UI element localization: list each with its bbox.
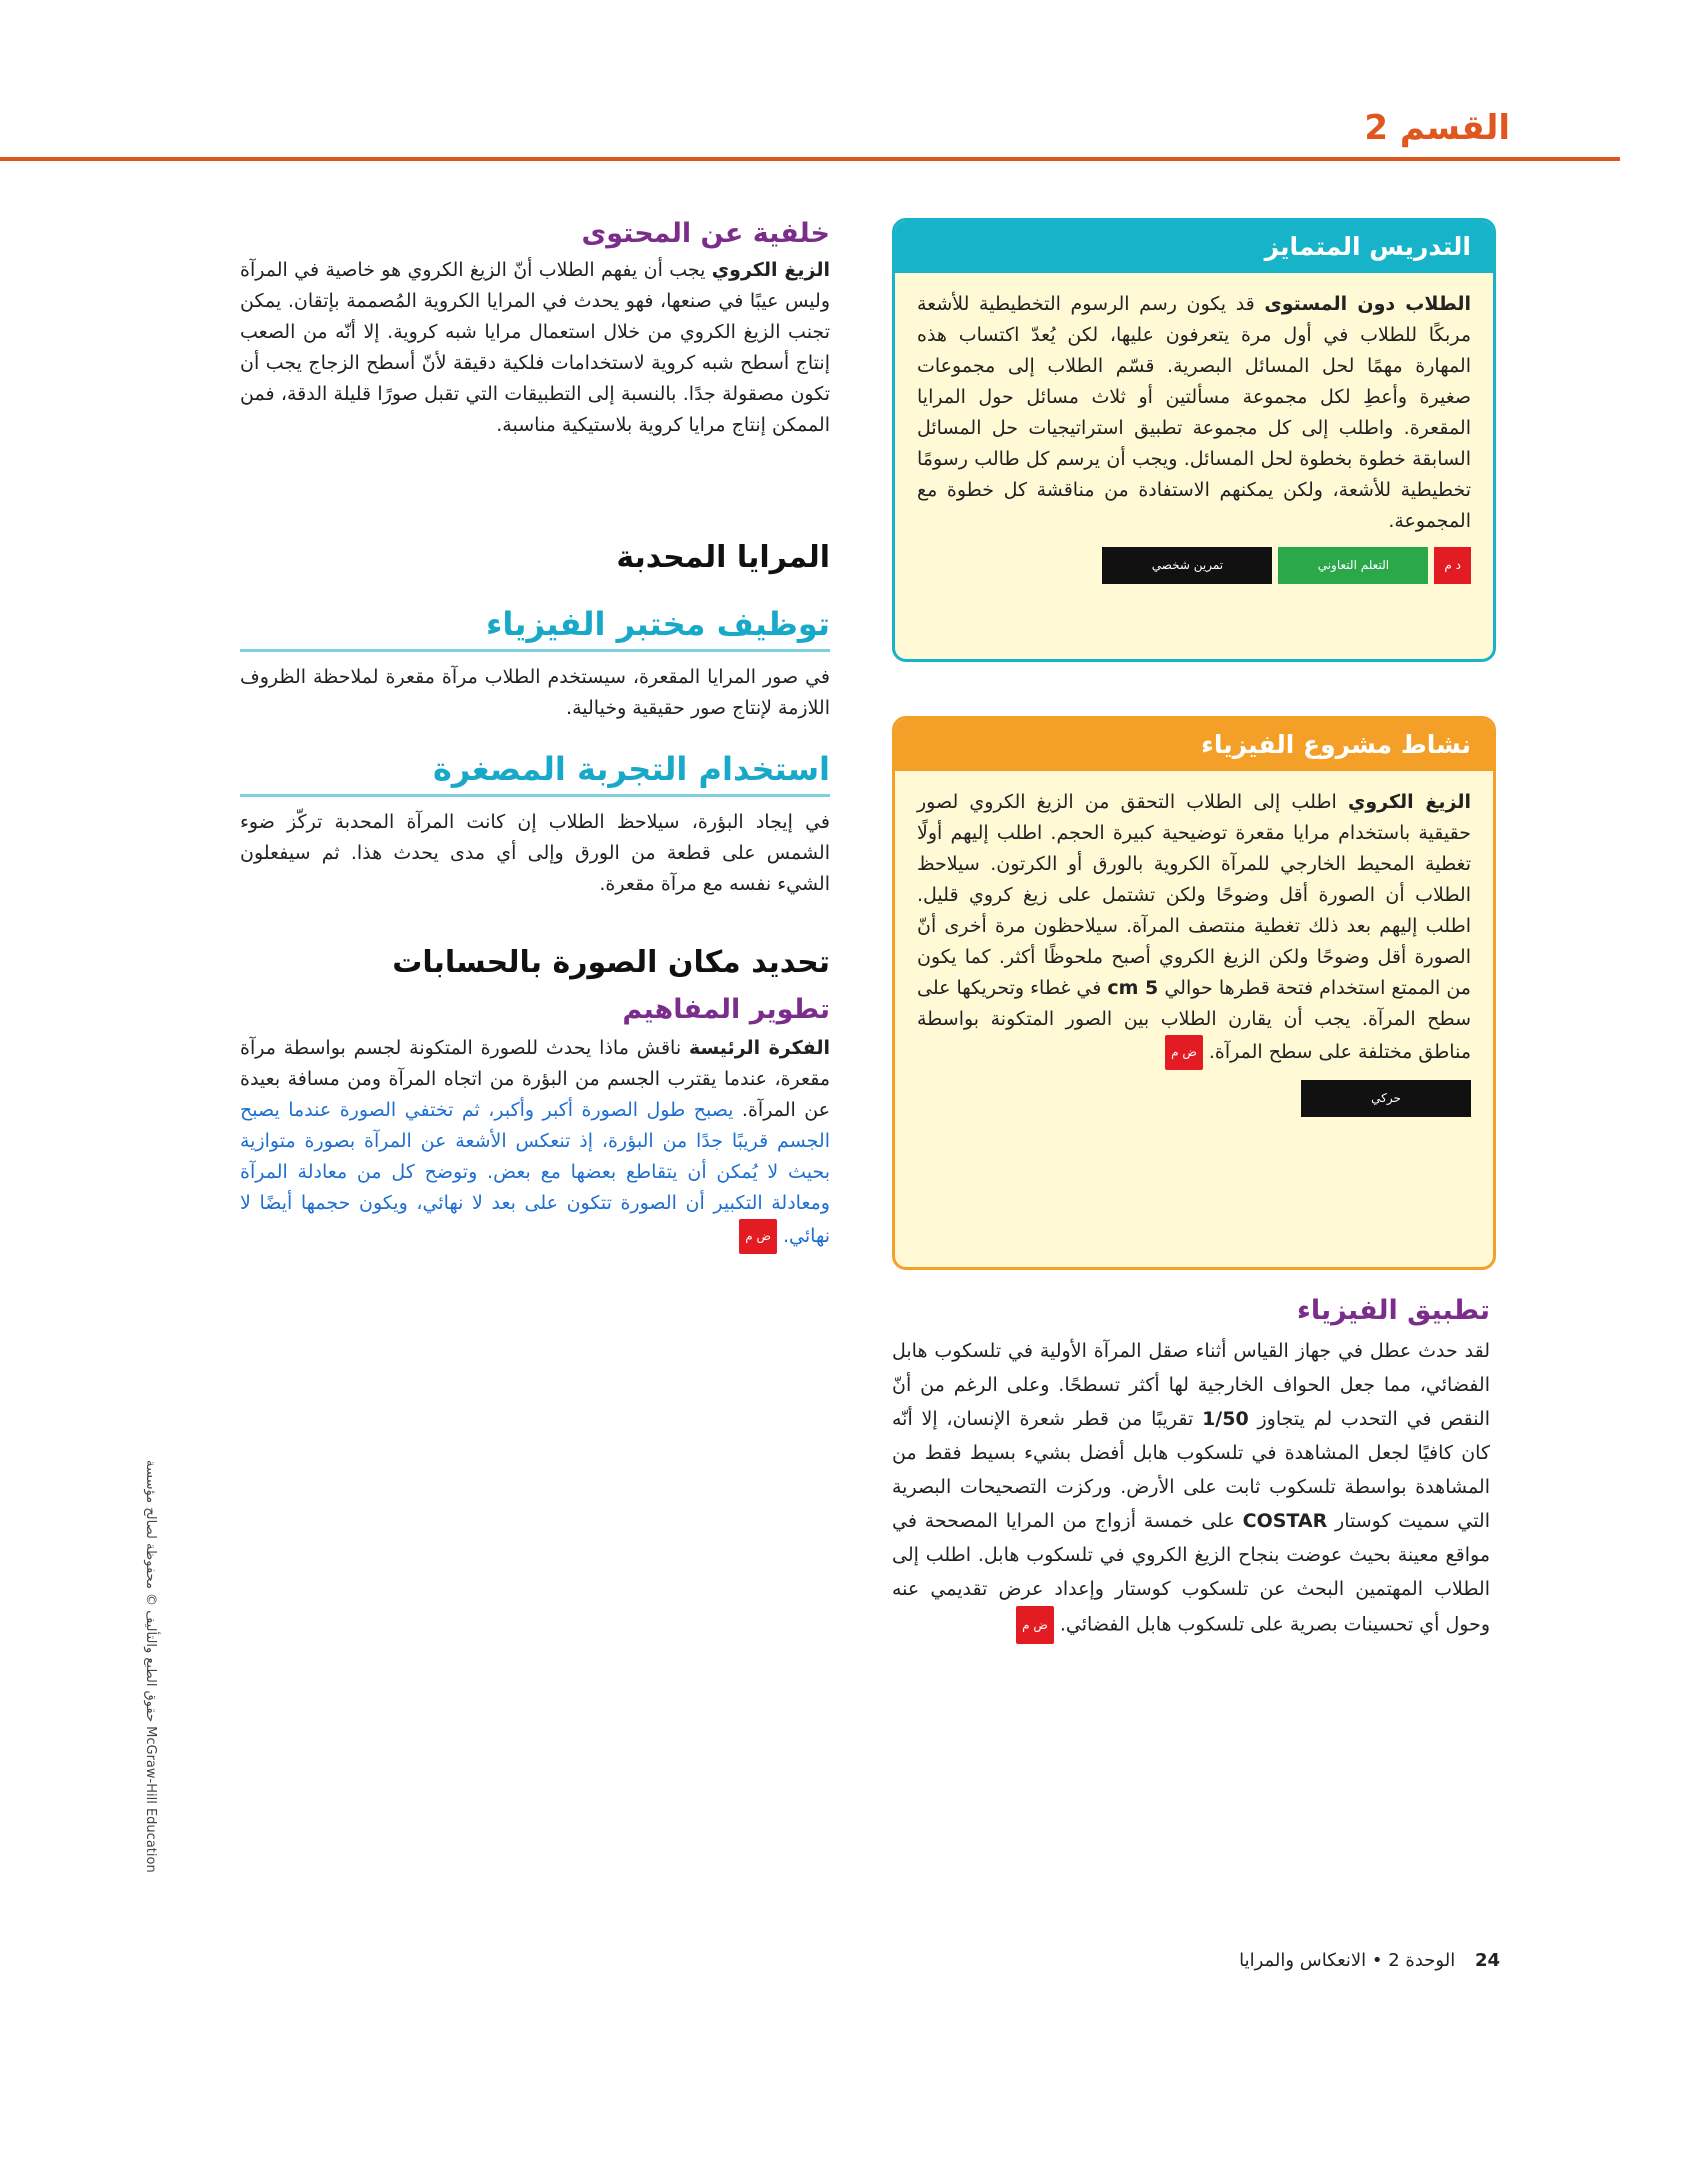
below-level-keyword: الطلاب دون المستوى	[1264, 293, 1471, 315]
mini-lab-text: في إيجاد البؤرة، سيلاحظ الطلاب إن كانت المرآة المحدبة تركّز ضوء الشمس على قطعة من الورق وإلى أي مدى يحدث هذا. ثم سيفعلون الشيء نفسه مع مرآة مقعرة.	[240, 811, 830, 895]
fraction-value: 1/50	[1202, 1408, 1249, 1430]
physics-project-title: نشاط مشروع الفيزياء	[895, 719, 1493, 771]
apply-text-2: تقريبًا من قطر شعرة الإنسان، إلا أنّه كان كافيًا لجعل المشاهدة في تلسكوب هابل أفضل بشيء بسيط فقط من المشاهدة بواسطة تلسكوب ثابت على الأرض. وركزت التصحيحات البصرية التي سميت كوستار	[892, 1408, 1490, 1532]
apply-tag: ض م	[1016, 1606, 1054, 1644]
differentiated-labels	[917, 547, 1471, 584]
physics-lab-text: في صور المرايا المقعرة، سيستخدم الطلاب مرآة مقعرة لملاحظة الظروف اللازمة لإنتاج صور حقيقية وخيالية.	[240, 666, 830, 719]
label-kinesthetic: حركي	[1301, 1080, 1471, 1117]
label-dm: د م	[1434, 547, 1471, 584]
physics-lab-section	[240, 605, 830, 724]
header-divider	[0, 157, 1620, 161]
apply-text-3: على خمسة أزواج من المرايا المصححة في مواقع معينة بحيث عوضت بنجاح الزيغ الكروي في تلسكوب هابل. اطلب إلى الطلاب المهتمين البحث عن تلسكوب كوستار وإعداد عرض تقديمي عنه وحول أي تحسينات بصرية على تلسكوب هابل الفضائي.	[892, 1510, 1490, 1636]
differentiated-instruction-box	[892, 218, 1496, 662]
apply-text-1: لقد حدث عطل في جهاز القياس أثناء صقل المرآة الأولية في تلسكوب هابل الفضائي، مما جعل الحواف الخارجية لها أكثر تسطحًا. وعلى الرغم من أنّ النقص في التحدب لم يتجاوز	[892, 1340, 1490, 1430]
big-idea-answer: يصبح طول الصورة أكبر وأكبر، ثم تختفي الصورة عندما يصبح الجسم قريبًا جدًا من البؤرة، إذ تنعكس الأشعة عن المرآة بصورة متوازية بحيث لا يُمكن أن يتقاطع بعضها مع بعض. وتوضح كل من معادلة المرآة ومعادلة التكبير أن الصورة تتكون على بعد لا نهائي، ويكون حجمها أيضًا لا نهائي.	[240, 1099, 830, 1247]
mini-lab-section	[240, 750, 830, 900]
project-keyword: الزيغ الكروي	[1347, 791, 1471, 813]
project-text-1: اطلب إلى الطلاب التحقق من الزيغ الكروي لصور حقيقية باستخدام مرايا مقعرة توضيحية كبيرة الحجم. اطلب إليهم أولًا تغطية المحيط الخارجي للمرآة الكروية بالورق أو الكرتون. سيلاحظ الطلاب أن الصورة أقل وضوحًا ولكن تشتمل على زيغ كروي قليل. اطلب إليهم بعد ذلك تغطية منتصف المرآة. سيلاحظون مرة أخرى أنّ الصورة أقل وضوحًا ولكن الزيغ الكروي أصبح ملحوظًا أكثر. كما يكون من الممتع استخدام فتحة قطرها حوالي	[917, 791, 1471, 999]
locate-image-section	[240, 945, 830, 1254]
convex-mirrors-heading-block	[240, 540, 830, 575]
content-background-title: خلفية عن المحتوى	[581, 218, 830, 249]
physics-lab-title: توظيف مختبر الفيزياء	[240, 605, 830, 652]
project-tag: ض م	[1165, 1035, 1203, 1070]
differentiated-instruction-body	[895, 273, 1493, 584]
content-background-paragraph	[240, 255, 830, 441]
apply-physics-text	[892, 1334, 1490, 1644]
differentiated-instruction-title: التدريس المتمايز	[895, 221, 1493, 273]
page-number: 24	[1474, 1950, 1500, 1971]
project-text-2: في غطاء وتحريكها على سطح المرآة. يجب أن يقارن الطلاب بين الصور المتكونة بواسطة مناطق مختلفة على سطح المرآة.	[917, 977, 1471, 1063]
label-cooperative: التعلم التعاوني	[1278, 547, 1428, 584]
content-background-section	[240, 218, 830, 441]
content-background-text: يجب أن يفهم الطلاب أنّ الزيغ الكروي هو خاصية في المرآة وليس عيبًا في صنعها، فهو يحدث في المرايا الكروية المُصممة بإتقان. يمكن تجنب الزيغ الكروي من خلال استعمال مرايا شبه كروية. إلا أنّه من الصعب إنتاج أسطح شبه كروية لاستخدامات فلكية دقيقة لأنّ أسطح الزجاج يجب أن تكون مصقولة جدًا. بالنسبة إلى التطبيقات التي تقبل صورًا قليلة الدقة، فمن الممكن إنتاج مرايا كروية بلاستيكية مناسبة.	[240, 259, 830, 436]
big-idea-text: ناقش ماذا يحدث للصورة المتكونة لجسم بواسطة مرآة مقعرة، عندما يقترب الجسم من البؤرة من اتجاه المرآة ومن مسافة بعيدة عن المرآة.	[240, 1037, 830, 1121]
page-footer	[1239, 1950, 1500, 1971]
mini-lab-title: استخدام التجربة المصغرة	[240, 750, 830, 797]
big-idea-paragraph	[240, 1033, 830, 1254]
spherical-aberration-keyword: الزيغ الكروي	[711, 259, 830, 281]
develop-concepts-title: تطوير المفاهيم	[622, 994, 830, 1025]
footer-unit-title: الوحدة 2 • الانعكاس والمرايا	[1239, 1950, 1456, 1971]
differentiated-instruction-text: قد يكون رسم الرسوم التخطيطية للأشعة مربكًا للطلاب في أول مرة يتعرفون عليها، لكن يُعدّ اكتساب هذه المهارة مهمًا لحل المسائل البصرية. قسّم الطلاب إلى مجموعات صغيرة وأعطِ لكل مجموعة مسألتين أو ثلاث مسائل حول المرايا المقعرة. واطلب إلى كل مجموعة تطبيق استراتيجيات حل المسائل السابقة خطوة بخطوة لحل المسائل. ويجب أن يرسم كل طالب رسومًا تخطيطية للأشعة، ولكن يمكنهم الاستفادة من مناقشة كل خطوة مع المجموعة.	[917, 293, 1471, 532]
apply-physics-title: تطبيق الفيزياء	[1297, 1295, 1490, 1326]
copyright-note: حقوق الطبع والتأليف © محفوظة لصالح مؤسسة McGraw-Hill Education	[143, 1460, 158, 1873]
physics-project-body	[895, 771, 1493, 1117]
project-labels	[917, 1080, 1471, 1117]
big-idea-keyword: الفكرة الرئيسة	[688, 1037, 830, 1059]
physics-project-box	[892, 716, 1496, 1270]
section-title: القسم 2	[1364, 108, 1510, 148]
costar-acronym: COSTAR	[1242, 1510, 1328, 1532]
big-idea-tag: ض م	[739, 1219, 777, 1254]
aperture-value: 5 cm	[1107, 977, 1159, 999]
locate-image-title: تحديد مكان الصورة بالحسابات	[392, 945, 830, 980]
apply-physics-section	[892, 1295, 1490, 1644]
convex-mirrors-title: المرايا المحدبة	[616, 540, 830, 575]
label-personal: تمرين شخصي	[1102, 547, 1272, 584]
